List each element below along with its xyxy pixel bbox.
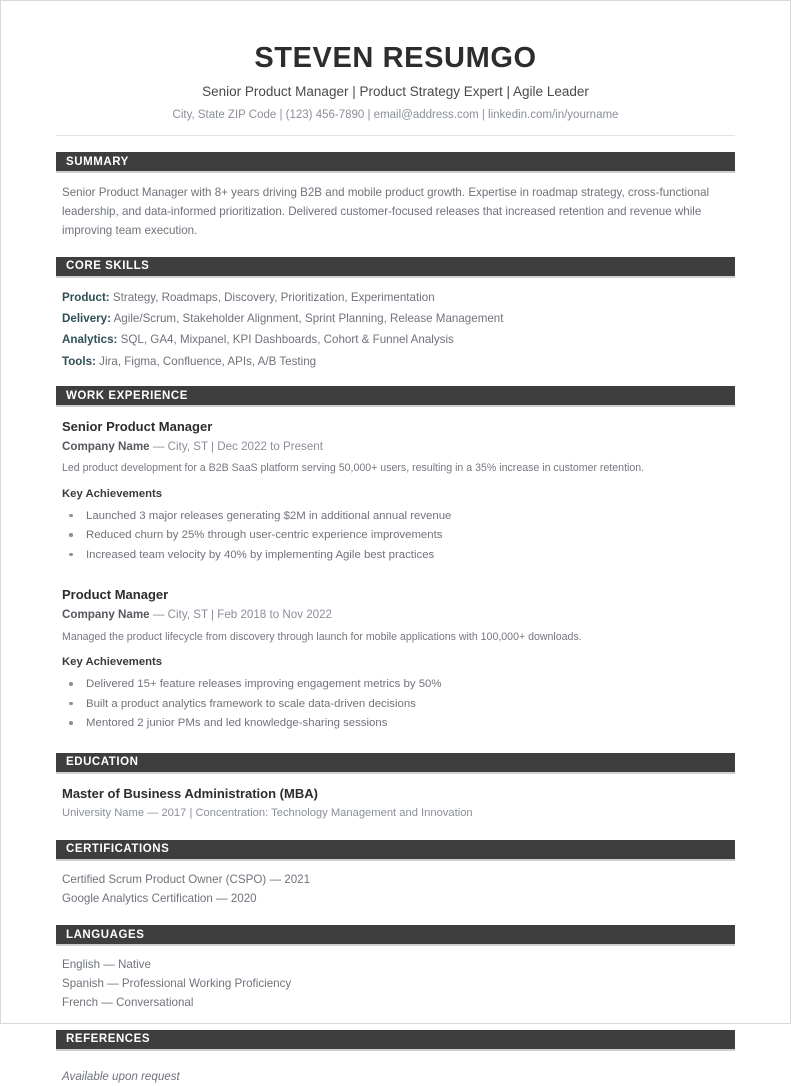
skill-row xyxy=(62,353,729,370)
achievement-item xyxy=(62,675,729,693)
job-location-dates: — City, ST | Dec 2022 to Present xyxy=(149,439,323,453)
bullet-icon xyxy=(69,533,73,537)
achievement-item xyxy=(62,526,729,544)
job-company-name: Company Name xyxy=(62,607,150,621)
section-header-languages xyxy=(56,925,735,946)
section-title-work-experience: WORK EXPERIENCE xyxy=(66,389,188,402)
references-text: Available upon request xyxy=(62,1069,180,1083)
resume-body xyxy=(1,152,790,1085)
job-description: Led product development for a B2B SaaS platform serving 50,000+ users, resulting in a 35% increase in customer retention. xyxy=(62,462,645,475)
achievement-item xyxy=(62,546,729,564)
achievement-item xyxy=(62,695,729,713)
skill-category-label: Analytics: xyxy=(62,333,118,347)
job-meta xyxy=(62,607,729,623)
achievements-list xyxy=(62,507,729,564)
bullet-icon xyxy=(69,702,73,706)
section-title-education: EDUCATION xyxy=(66,756,139,769)
section-body-core-skills xyxy=(56,289,735,371)
skill-category-label: Delivery: xyxy=(62,311,111,325)
skill-items: Strategy, Roadmaps, Discovery, Prioritization, Experimentation xyxy=(112,290,435,304)
achievement-text: Delivered 15+ feature releases improving engagement metrics by 50% xyxy=(86,678,442,691)
language-item: English — Native xyxy=(62,958,151,972)
section-body-work-experience xyxy=(56,418,735,732)
achievements-label: Key Achievements xyxy=(62,487,163,500)
section-header-references xyxy=(56,1030,735,1051)
section-header-core-skills xyxy=(56,257,735,278)
section-body-education xyxy=(56,785,735,822)
summary-paragraph: Senior Product Manager with 8+ years driving B2B and mobile product growth. Expertise in roadmap strategy, cross-functional leadership, and data-informed prioritization. Delivered customer-focused releases that increased retention and revenue while improving team execution. xyxy=(62,186,710,237)
resume-sheet xyxy=(1,1,790,1083)
job-description: Managed the product lifecycle from discovery through launch for mobile applications with 100,000+ downloads. xyxy=(62,630,582,643)
candidate-contact-line: City, State ZIP Code | (123) 456-7890 | email@address.com | linkedin.com/in/yourname xyxy=(172,109,619,122)
achievement-text: Built a product analytics framework to scale data-driven decisions xyxy=(86,697,416,710)
skill-category-label: Tools: xyxy=(62,354,96,368)
section-header-certifications xyxy=(56,840,735,861)
achievement-text: Increased team velocity by 40% by implementing Agile best practices xyxy=(86,548,435,561)
candidate-name: STEVEN RESUMGO xyxy=(254,42,537,74)
job-meta xyxy=(62,439,729,455)
section-header-work-experience xyxy=(56,386,735,407)
section-header-education xyxy=(56,753,735,774)
language-item: French — Conversational xyxy=(62,995,194,1009)
education-degree: Master of Business Administration (MBA) xyxy=(62,785,318,801)
job-company-name: Company Name xyxy=(62,439,150,453)
language-item: Spanish — Professional Working Proficiency xyxy=(62,977,292,991)
achievement-item xyxy=(62,507,729,525)
job-entry xyxy=(62,586,729,732)
skill-items: SQL, GA4, Mixpanel, KPI Dashboards, Cohort & Funnel Analysis xyxy=(120,333,454,347)
section-body-languages xyxy=(56,957,735,1011)
section-body-certifications xyxy=(56,872,735,908)
skill-row xyxy=(62,310,729,327)
skill-items: Agile/Scrum, Stakeholder Alignment, Sprint Planning, Release Management xyxy=(113,311,504,325)
achievements-list xyxy=(62,675,729,732)
job-location-dates: — City, ST | Feb 2018 to Nov 2022 xyxy=(149,607,332,621)
job-title: Product Manager xyxy=(62,587,169,603)
job-title: Senior Product Manager xyxy=(62,419,213,435)
bullet-icon xyxy=(69,553,73,557)
header-divider xyxy=(56,135,735,136)
section-title-core-skills: CORE SKILLS xyxy=(66,260,150,273)
skill-row xyxy=(62,331,729,348)
education-meta: University Name — 2017 | Concentration: Technology Management and Innovation xyxy=(62,807,473,820)
section-title-certifications: CERTIFICATIONS xyxy=(66,843,170,856)
bullet-icon xyxy=(69,514,73,518)
skill-row xyxy=(62,289,729,306)
certification-item: Certified Scrum Product Owner (CSPO) — 2021 xyxy=(62,872,311,886)
section-title-references: REFERENCES xyxy=(66,1033,151,1046)
bullet-icon xyxy=(69,721,73,725)
section-title-languages: LANGUAGES xyxy=(66,928,145,941)
section-body-summary xyxy=(56,184,735,240)
achievements-label: Key Achievements xyxy=(62,655,163,668)
achievement-text: Launched 3 major releases generating $2M in additional annual revenue xyxy=(86,509,452,522)
achievement-text: Mentored 2 junior PMs and led knowledge-sharing sessions xyxy=(86,717,388,730)
certification-item: Google Analytics Certification — 2020 xyxy=(62,891,257,905)
section-body-references xyxy=(56,1069,735,1086)
skill-items: Jira, Figma, Confluence, APIs, A/B Testing xyxy=(99,354,317,368)
achievement-text: Reduced churn by 25% through user-centric experience improvements xyxy=(86,529,443,542)
resume-header xyxy=(1,1,790,123)
section-header-summary xyxy=(56,152,735,173)
job-entry xyxy=(62,418,729,564)
achievement-item xyxy=(62,714,729,732)
skill-category-label: Product: xyxy=(62,290,110,304)
candidate-headline: Senior Product Manager | Product Strategy Expert | Agile Leader xyxy=(202,84,589,100)
section-title-summary: SUMMARY xyxy=(66,155,129,168)
bullet-icon xyxy=(69,682,73,686)
